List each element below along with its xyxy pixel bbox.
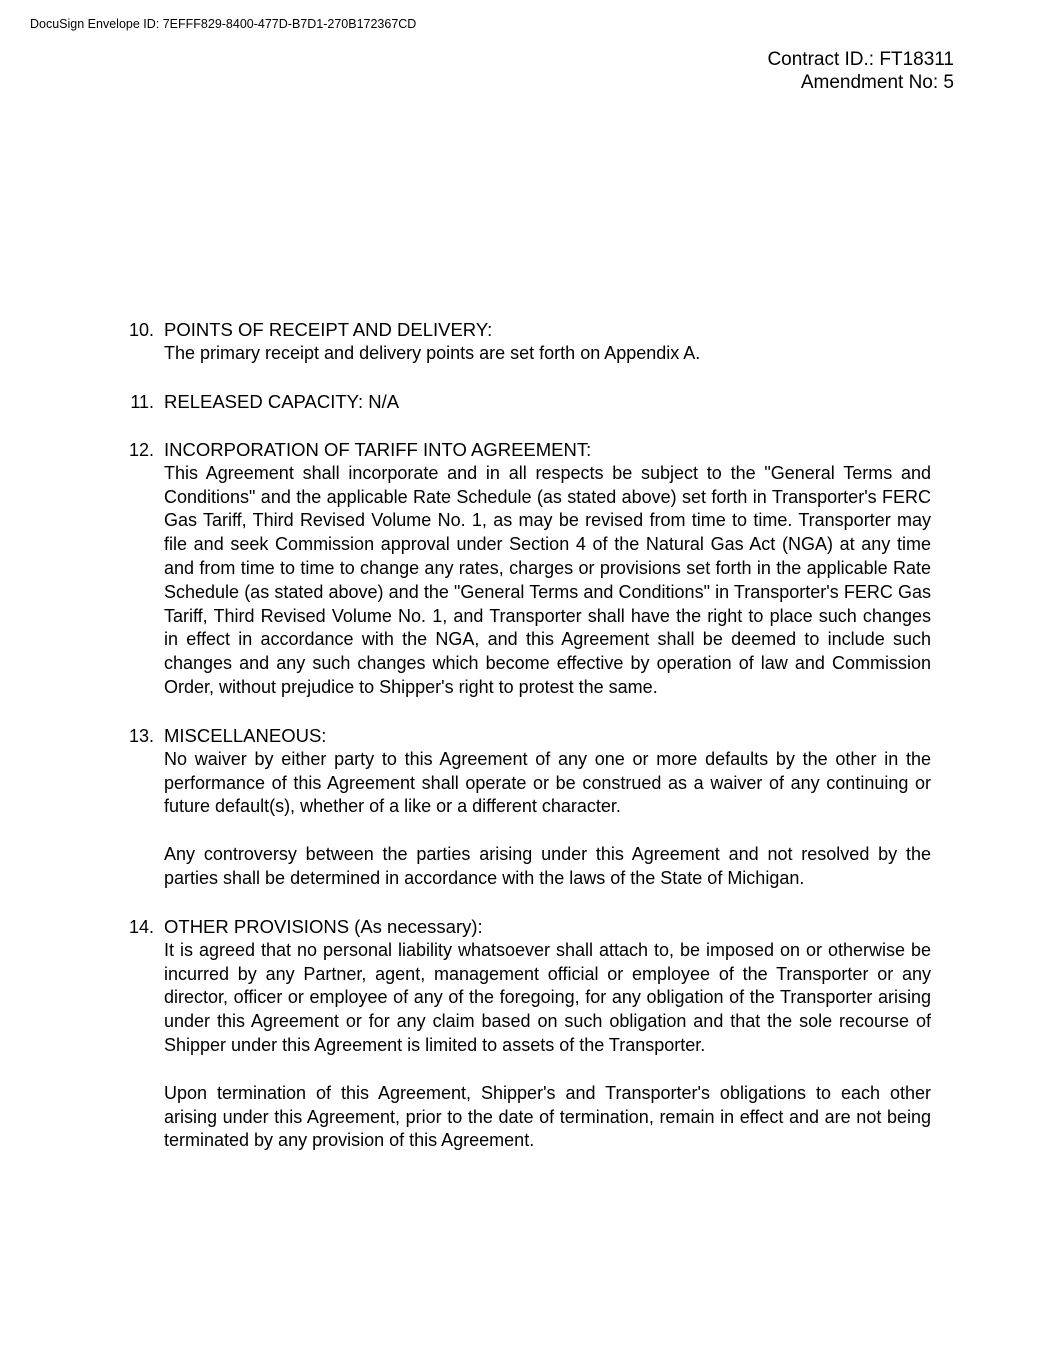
section-paragraph: It is agreed that no personal liability whatsoever shall attach to, be imposed on or otherwise be incurred by any Partner, agent, management official or employee of the Transporter or any director, officer or employee of any of the foregoing, for any obligation of the Transporter arising under this Agreement or for any claim based on such obligation and that the sole recourse of Shipper under this Agreement is limited to assets of the Transporter. — [164, 939, 931, 1055]
section-title: MISCELLANEOUS: — [164, 724, 327, 746]
section-number: 11. — [130, 391, 154, 412]
section-number: 12. — [128, 439, 154, 460]
section-14-other-provisions — [122, 915, 932, 1153]
section-10-points-of-receipt — [122, 318, 932, 366]
section-number: 14. — [128, 916, 154, 937]
section-13-miscellaneous — [122, 724, 932, 891]
section-paragraph: Any controversy between the parties arising under this Agreement and not resolved by the parties shall be determined in accordance with the laws of the State of Michigan. — [164, 844, 931, 888]
section-paragraph: No waiver by either party to this Agreement of any one or more defaults by the other in the performance of this Agreement shall operate or be construed as a waiver of any continuing or future default(s), whether of a like or a different character. — [164, 748, 931, 817]
section-body — [164, 318, 931, 366]
section-number: 10. — [128, 320, 154, 340]
contract-id: Contract ID.: FT18311 — [767, 49, 954, 70]
section-paragraph: This Agreement shall incorporate and in all respects be subject to the "General Terms and Conditions" and the applicable Rate Schedule (as stated above) set forth in Transporter's FERC Gas Tariff, Third Revised Volume No. 1, as may be revised from time to time. Transporter may file and seek Commission approval under Section 4 of the Natural Gas Act (NGA) at any time and from time to time to change any rates, charges or provisions set forth in the applicable Rate Schedule (as stated above) and the "General Terms and Conditions" in Transporter's FERC Gas Tariff, Third Revised Volume No. 1, and Transporter shall have the right to place such changes in effect in accordance with the NGA, and this Agreement shall be deemed to include such changes and any such changes which become effective by operation of law and Commission Order, without prejudice to Shipper's right to protest the same. — [164, 462, 931, 697]
section-body — [164, 724, 931, 891]
section-title: INCORPORATION OF TARIFF INTO AGREEMENT: — [164, 438, 592, 460]
section-body — [164, 915, 931, 1153]
section-title: OTHER PROVISIONS (As necessary): — [164, 915, 483, 937]
section-number: 13. — [128, 725, 154, 746]
section-body — [164, 438, 931, 700]
amendment-number: Amendment No: 5 — [800, 72, 954, 93]
agreement-sections — [122, 318, 932, 1177]
section-paragraph: Upon termination of this Agreement, Shipper's and Transporter's obligations to each other arising under this Agreement, prior to the date of termination, remain in effect and are not being terminated by any provision of this Agreement. — [164, 1082, 931, 1151]
section-11-released-capacity — [122, 390, 932, 414]
section-title: POINTS OF RECEIPT AND DELIVERY: — [164, 319, 493, 340]
section-12-incorporation-of-tariff — [122, 438, 932, 700]
contract-header — [767, 48, 954, 94]
docusign-envelope-id: DocuSign Envelope ID: 7EFFF829-8400-477D-B7D1-270B172367CD — [30, 17, 417, 31]
section-body — [164, 390, 931, 414]
section-paragraph: The primary receipt and delivery points are set forth on Appendix A. — [164, 343, 701, 363]
section-title: RELEASED CAPACITY: N/A — [164, 390, 400, 412]
